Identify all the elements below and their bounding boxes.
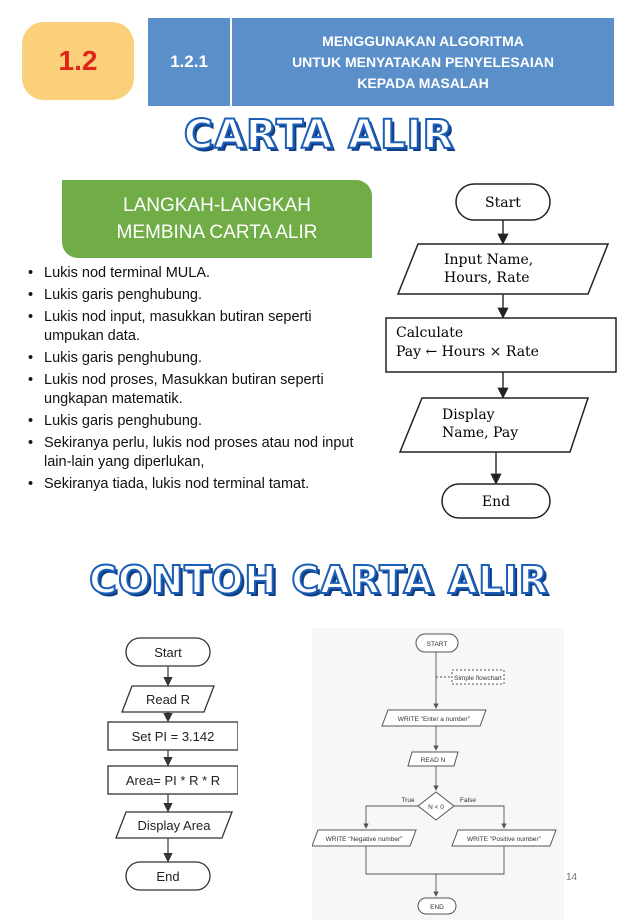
- header-title: [232, 18, 614, 106]
- main-title: CARTA ALIR: [183, 112, 455, 158]
- area-label: Area= PI * R * R: [125, 773, 221, 788]
- display-label: Display Area: [137, 818, 211, 833]
- process-line2: Pay ← Hours × Rate: [396, 344, 539, 360]
- steps-heading-line2: MEMBINA CARTA ALIR: [116, 222, 318, 243]
- write-label: WRITE "Enter a number": [397, 716, 471, 723]
- step-item: • Lukis garis penghubung.: [26, 412, 356, 431]
- flowchart-pay: [380, 176, 620, 528]
- input-line1: Input Name,: [444, 252, 534, 268]
- input-line2: Hours, Rate: [444, 270, 530, 286]
- write-positive-label: WRITE "Positive number": [467, 836, 541, 843]
- set-label: Set PI = 3.142: [131, 729, 215, 744]
- output-line2: Name, Pay: [442, 425, 519, 441]
- header-title-line3: KEPADA MASALAH: [357, 74, 489, 91]
- page-number: 14: [566, 872, 578, 883]
- step-item: • Lukis nod terminal MULA.: [26, 264, 356, 283]
- step-item: • Sekiranya tiada, lukis nod terminal tamat.: [26, 475, 356, 494]
- header-title-line1: MENGGUNAKAN ALGORITMA: [322, 32, 524, 49]
- section-badge: 1.2: [22, 22, 134, 100]
- steps-heading-line1: LANGKAH-LANGKAH: [123, 195, 311, 216]
- step-item: • Sekiranya perlu, lukis nod proses atau nod input lain-lain yang diperlukan,: [26, 434, 356, 472]
- end-label: End: [156, 869, 180, 884]
- read-label: Read R: [145, 692, 191, 707]
- false-label: False: [460, 797, 476, 804]
- process-line1: Calculate: [396, 325, 464, 341]
- flowchart-number: [312, 628, 564, 920]
- header-title-line2: UNTUK MENYATAKAN PENYELESAIAN: [292, 53, 554, 70]
- output-line1: Display: [442, 407, 495, 423]
- note-label: Simple flowchart: [454, 675, 502, 682]
- step-item: • Lukis garis penghubung.: [26, 286, 356, 305]
- steps-list: [26, 264, 356, 497]
- start-label: Start: [154, 645, 182, 660]
- step-item: • Lukis garis penghubung.: [26, 349, 356, 368]
- start-label: START: [426, 641, 448, 648]
- step-item: • Lukis nod input, masukkan butiran seperti umpukan data.: [26, 308, 356, 346]
- diagram-background: [312, 628, 564, 920]
- start-label: Start: [485, 195, 521, 211]
- subsection-number: 1.2.1: [148, 18, 230, 106]
- write-negative-label: WRITE "Negative number": [325, 836, 403, 843]
- end-label: End: [481, 494, 511, 510]
- steps-heading-box: [62, 180, 372, 258]
- flowchart-area: [98, 630, 238, 892]
- read-label: READ N: [420, 757, 446, 764]
- decision-label: N < 0: [428, 804, 444, 811]
- end-label: END: [430, 904, 444, 911]
- true-label: True: [401, 797, 415, 804]
- example-title: CONTOH CARTA ALIR: [89, 558, 549, 602]
- step-item: • Lukis nod proses, Masukkan butiran seperti ungkapan matematik.: [26, 371, 356, 409]
